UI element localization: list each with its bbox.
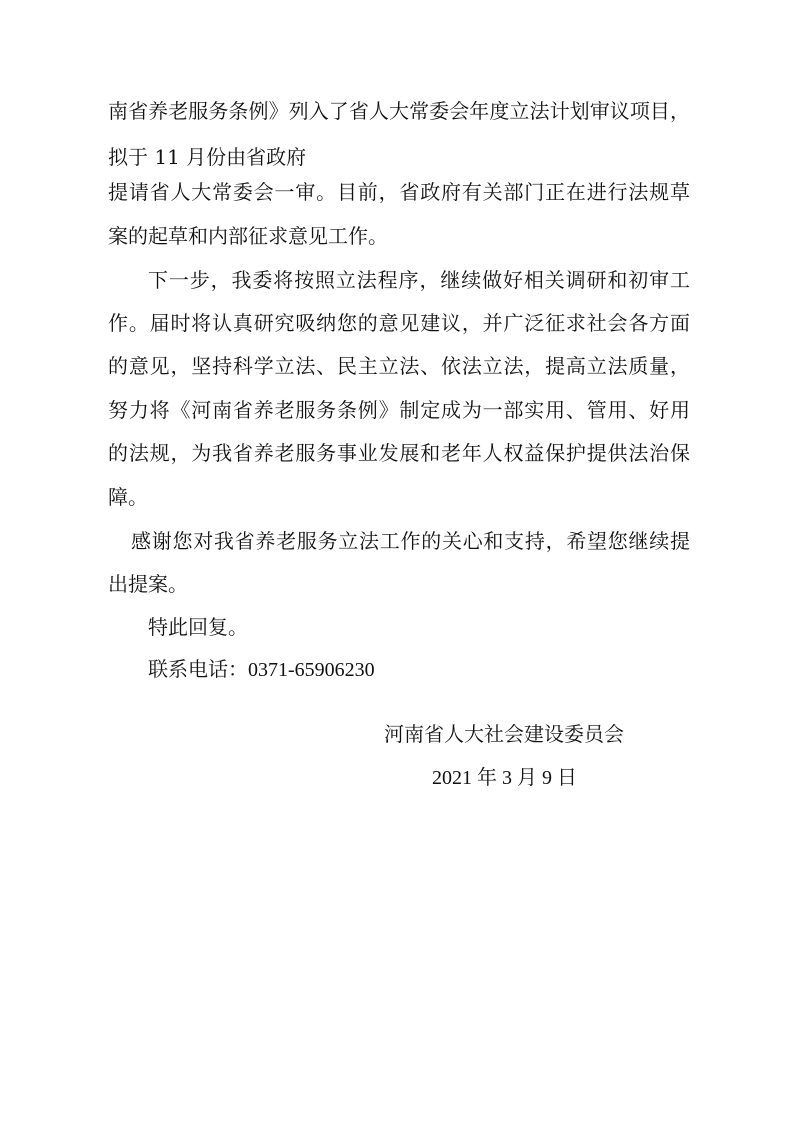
signature-organization: 河南省人大社会建设委员会 [384,722,624,746]
paragraph-3-line-1: 感谢您对我省养老服务立法工作的关心和支持，希望您继续提 [131,529,690,553]
paragraph-2-line-2: 作。届时将认真研究吸纳您的意见建议，并广泛征求社会各方面 [108,311,690,335]
paragraph-1-line-1: 南省养老服务条例》列入了省人大常委会年度立法计划审议项目， [108,99,690,123]
paragraph-1-line-4: 案的起草和内部征求意见工作。 [108,224,388,248]
paragraph-2-line-5: 的法规，为我省养老服务事业发展和老年人权益保护提供法治保 [108,441,690,465]
paragraph-3-line-2: 出提案。 [108,572,188,596]
paragraph-1-line-3: 提请省人大常委会一审。目前，省政府有关部门正在进行法规草 [108,180,690,204]
paragraph-2-line-6: 障。 [108,485,148,509]
signature-date: 2021 年 3 月 9 日 [432,767,577,789]
paragraph-2-line-4: 努力将《河南省养老服务条例》制定成为一部实用、管用、好用 [108,398,690,422]
contact-phone: 联系电话：0371-65906230 [148,659,375,681]
paragraph-1-line-2: 拟于 11 月份由省政府 [108,145,307,169]
closing-text: 特此回复。 [148,615,248,639]
paragraph-2-line-3: 的意见，坚持科学立法、民主立法、依法立法，提高立法质量， [108,354,690,378]
paragraph-2-line-1: 下一步，我委将按照立法程序，继续做好相关调研和初审工 [148,268,690,292]
